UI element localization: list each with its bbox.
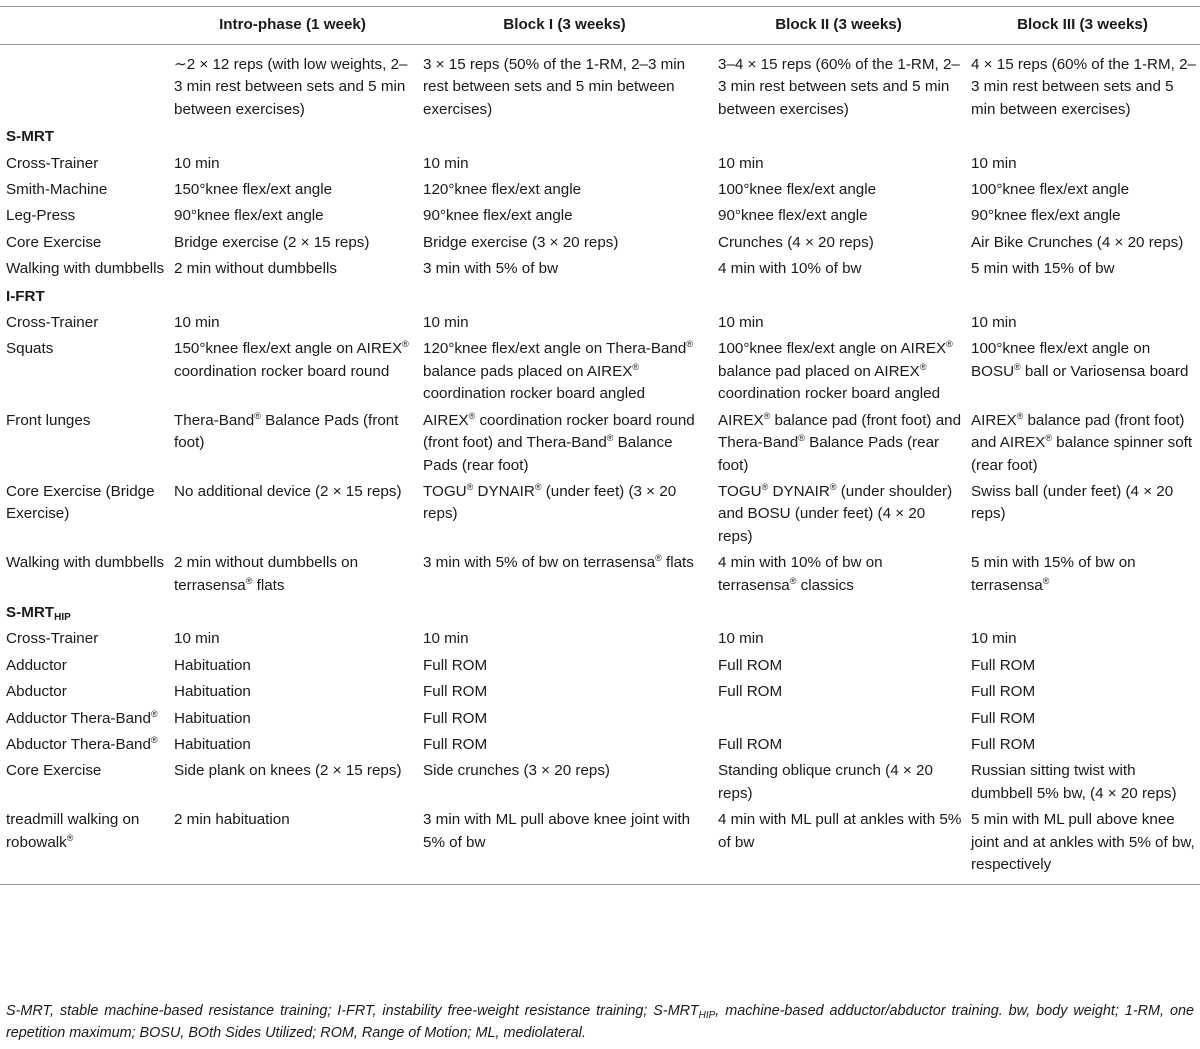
row-label: treadmill walking on robowalk® bbox=[0, 807, 168, 885]
row-label: Adductor Thera-Band® bbox=[6, 708, 158, 727]
cell: TOGU® DYNAIR® (under shoulder) and BOSU (under feet) (4 × 20 reps) bbox=[718, 481, 953, 545]
cell: Russian sitting twist with dumbbell 5% bw, (4 × 20 reps) bbox=[971, 762, 1177, 802]
cell: 10 min bbox=[174, 630, 220, 648]
row-label: Abductor bbox=[6, 683, 67, 701]
cell: 4 min with 10% of bw on terrasensa® classics bbox=[718, 554, 883, 594]
cell: 5 min with 15% of bw bbox=[971, 260, 1115, 278]
cell: ∼2 × 12 reps (with low weights, 2–3 min rest between sets and 5 min between exercises) bbox=[174, 56, 408, 118]
row-label: Leg-Press bbox=[6, 207, 76, 225]
cell: 90°knee flex/ext angle bbox=[718, 207, 868, 225]
cell: 2 min without dumbbells bbox=[174, 260, 337, 278]
row-label: Abductor Thera-Band® bbox=[6, 734, 158, 753]
cell: 3 × 15 reps (50% of the 1-RM, 2–3 min rest between sets and 5 min between exercises) bbox=[423, 56, 686, 118]
table-row bbox=[0, 151, 1200, 177]
table-row bbox=[0, 203, 1200, 229]
section-row-smrt bbox=[0, 123, 1200, 150]
cell: Habituation bbox=[174, 735, 251, 753]
cell: 90°knee flex/ext angle bbox=[423, 207, 573, 225]
header-cell-empty bbox=[0, 7, 168, 45]
cell: AIREX® balance pad (front foot) and AIREX® balance spinner soft (rear foot) bbox=[971, 410, 1193, 474]
cell: Air Bike Crunches (4 × 20 reps) bbox=[971, 233, 1184, 251]
cell: Habituation bbox=[174, 656, 251, 674]
cell: Side crunches (3 × 20 reps) bbox=[423, 762, 610, 780]
table-row bbox=[0, 256, 1200, 282]
registered-mark: ® bbox=[402, 339, 409, 350]
cell: 10 min bbox=[174, 314, 220, 332]
cell: Full ROM bbox=[971, 656, 1036, 674]
registered-mark: ® bbox=[534, 481, 542, 492]
cell: Full ROM bbox=[971, 683, 1036, 701]
cell: Full ROM bbox=[423, 683, 488, 701]
registered-mark: ® bbox=[798, 433, 805, 444]
cell: 10 min bbox=[971, 314, 1017, 332]
cell: 3–4 × 15 reps (60% of the 1-RM, 2–3 min rest between sets and 5 min between exercises) bbox=[718, 56, 960, 118]
cell: 3 min with ML pull above knee joint with 5% of bw bbox=[417, 807, 712, 885]
cell: 10 min bbox=[423, 630, 469, 648]
header-block-3: Block III (3 weeks) bbox=[965, 7, 1200, 45]
section-heading-smrt-hip: $S-MRT_{HIP}$ bbox=[6, 603, 71, 623]
cell: 150°knee flex/ext angle bbox=[174, 181, 333, 199]
cell: No additional device (2 × 15 reps) bbox=[174, 482, 402, 500]
table-row bbox=[0, 479, 1200, 550]
cell: AIREX® coordination rocker board round (front foot) and Thera-Band® Balance Pads (rear foot) bbox=[423, 410, 695, 474]
cell: Thera-Band® Balance Pads (front foot) bbox=[174, 410, 399, 452]
table-header-row bbox=[0, 7, 1200, 45]
cell: Crunches (4 × 20 reps) bbox=[718, 233, 874, 251]
registered-mark: ® bbox=[1042, 575, 1050, 586]
cell: 10 min bbox=[718, 314, 764, 332]
registered-mark: ® bbox=[150, 734, 158, 745]
cell: Habituation bbox=[174, 683, 251, 701]
cell: 4 min with ML pull at ankles with 5% of bw bbox=[712, 807, 965, 885]
cell: Full ROM bbox=[718, 656, 783, 674]
cell: Full ROM bbox=[423, 709, 488, 727]
table-row bbox=[0, 807, 1200, 885]
row-label: Core Exercise bbox=[6, 762, 102, 780]
cell: 100°knee flex/ext angle bbox=[971, 181, 1130, 199]
row-label: Smith-Machine bbox=[6, 181, 108, 199]
cell bbox=[0, 45, 168, 124]
table-row bbox=[0, 230, 1200, 256]
cell: TOGU® DYNAIR® (under feet) (3 × 20 reps) bbox=[423, 481, 677, 523]
cell: 90°knee flex/ext angle bbox=[174, 207, 324, 225]
registered-mark: ® bbox=[1014, 361, 1021, 372]
registered-mark: ® bbox=[66, 832, 74, 843]
registered-mark: ® bbox=[606, 433, 614, 444]
cell: 10 min bbox=[971, 630, 1017, 648]
training-protocol-table bbox=[0, 6, 1200, 885]
registered-mark: ® bbox=[919, 361, 927, 372]
registered-mark: ® bbox=[789, 575, 797, 586]
row-label: Squats bbox=[6, 340, 54, 358]
row-label: Adductor bbox=[6, 656, 67, 674]
row-label: Cross-Trainer bbox=[6, 630, 99, 648]
cell: Full ROM bbox=[971, 709, 1036, 727]
cell: 2 min habituation bbox=[168, 807, 417, 885]
cell: 10 min bbox=[718, 630, 764, 648]
cell: Full ROM bbox=[423, 656, 488, 674]
registered-mark: ® bbox=[245, 575, 253, 586]
cell: 3 min with 5% of bw on terrasensa® flats bbox=[423, 553, 694, 572]
cell: 10 min bbox=[423, 154, 469, 172]
cell: 2 min without dumbbells on terrasensa® flats bbox=[174, 554, 359, 594]
section-row-smrt-hip bbox=[0, 599, 1200, 626]
header-block-2: Block II (3 weeks) bbox=[712, 7, 965, 45]
cell: Habituation bbox=[174, 709, 251, 727]
subscript-hip: HIP bbox=[54, 611, 71, 623]
registered-mark: ® bbox=[1045, 433, 1052, 444]
registered-mark: ® bbox=[686, 339, 693, 350]
row-label: Core Exercise bbox=[6, 233, 102, 251]
section-heading-smrt: S-MRT bbox=[6, 128, 55, 146]
cell: Full ROM bbox=[971, 735, 1036, 753]
table-row bbox=[0, 679, 1200, 705]
table-row bbox=[0, 758, 1200, 807]
header-intro-phase: Intro-phase (1 week) bbox=[168, 7, 417, 45]
cell: 4 × 15 reps (60% of the 1-RM, 2–3 min rest between sets and 5 min between exercises) bbox=[971, 56, 1196, 118]
registered-mark: ® bbox=[466, 481, 474, 492]
table-row bbox=[0, 626, 1200, 652]
registered-mark: ® bbox=[1016, 410, 1024, 421]
cell: Full ROM bbox=[423, 735, 488, 753]
cell: Standing oblique crunch (4 × 20 reps) bbox=[718, 762, 933, 802]
cell: Full ROM bbox=[718, 683, 783, 701]
cell: 10 min bbox=[174, 154, 220, 172]
cell: 120°knee flex/ext angle bbox=[423, 181, 582, 199]
table-row bbox=[0, 177, 1200, 203]
registered-mark: ® bbox=[150, 708, 158, 719]
row-label: Walking with dumbbells bbox=[6, 260, 165, 278]
table-row bbox=[0, 706, 1200, 732]
cell: Swiss ball (under feet) (4 × 20 reps) bbox=[971, 482, 1174, 523]
registered-mark: ® bbox=[761, 481, 769, 492]
table-row bbox=[0, 310, 1200, 336]
cell: 4 min with 10% of bw bbox=[718, 260, 862, 278]
header-block-1: Block I (3 weeks) bbox=[417, 7, 712, 45]
row-label: Core Exercise (Bridge Exercise) bbox=[6, 482, 155, 523]
cell: 10 min bbox=[718, 154, 764, 172]
registered-mark: ® bbox=[946, 339, 953, 350]
section-row-ifrt bbox=[0, 283, 1200, 310]
cell: Bridge exercise (3 × 20 reps) bbox=[423, 233, 619, 251]
table-row bbox=[0, 653, 1200, 679]
cell bbox=[712, 706, 965, 732]
table-row bbox=[0, 408, 1200, 479]
table-row bbox=[0, 732, 1200, 758]
registered-mark: ® bbox=[655, 553, 662, 564]
table-row bbox=[0, 336, 1200, 407]
registered-mark: ® bbox=[829, 481, 837, 492]
cell: Bridge exercise (2 × 15 reps) bbox=[174, 233, 370, 251]
cell: 5 min with 15% of bw on terrasensa® bbox=[971, 554, 1136, 594]
cell: 100°knee flex/ext angle bbox=[718, 181, 877, 199]
section-heading-ifrt: I-FRT bbox=[6, 287, 45, 305]
registered-mark: ® bbox=[763, 410, 771, 421]
cell: Full ROM bbox=[718, 735, 783, 753]
table-footnote: S-MRT, stable machine-based resistance training; I-FRT, instability free-weight resistance training; $S-MRT_{HIP}$, machine-based adductor/abductor training. bw, body weight; 1-RM, one repetition maximum; BOSU, BOth Sides Utilized; ROM, Range of Motion; ML, mediolateral. bbox=[6, 1003, 1194, 1041]
row-label: Walking with dumbbells bbox=[6, 554, 165, 572]
cell: 150°knee flex/ext angle on AIREX® coordination rocker board round bbox=[174, 339, 409, 380]
subscript-hip: HIP bbox=[698, 1010, 716, 1021]
table-row bbox=[0, 550, 1200, 599]
cell: AIREX® balance pad (front foot) and Thera-Band® Balance Pads (rear foot) bbox=[718, 410, 962, 474]
row-label: Cross-Trainer bbox=[6, 314, 99, 332]
cell: 5 min with ML pull above knee joint and at ankles with 5% of bw, respectively bbox=[965, 807, 1200, 885]
row-label: Cross-Trainer bbox=[6, 154, 99, 172]
cell: 90°knee flex/ext angle bbox=[971, 207, 1121, 225]
cell: 10 min bbox=[971, 154, 1017, 172]
cell: 3 min with 5% of bw bbox=[423, 260, 559, 278]
cell: Side plank on knees (2 × 15 reps) bbox=[174, 762, 402, 780]
cell: 10 min bbox=[423, 314, 469, 332]
table-row-intensity bbox=[0, 45, 1200, 124]
registered-mark: ® bbox=[632, 361, 640, 372]
cell: 100°knee flex/ext angle on AIREX® balance pad placed on AIREX® coordination rocker board angled bbox=[718, 339, 953, 403]
registered-mark: ® bbox=[468, 410, 476, 421]
registered-mark: ® bbox=[254, 410, 261, 421]
cell: 100°knee flex/ext angle on BOSU® ball or Variosensa board bbox=[971, 340, 1189, 380]
row-label: Front lunges bbox=[6, 411, 91, 429]
cell: 120°knee flex/ext angle on Thera-Band® balance pads placed on AIREX® coordination rocker board angled bbox=[423, 339, 693, 403]
